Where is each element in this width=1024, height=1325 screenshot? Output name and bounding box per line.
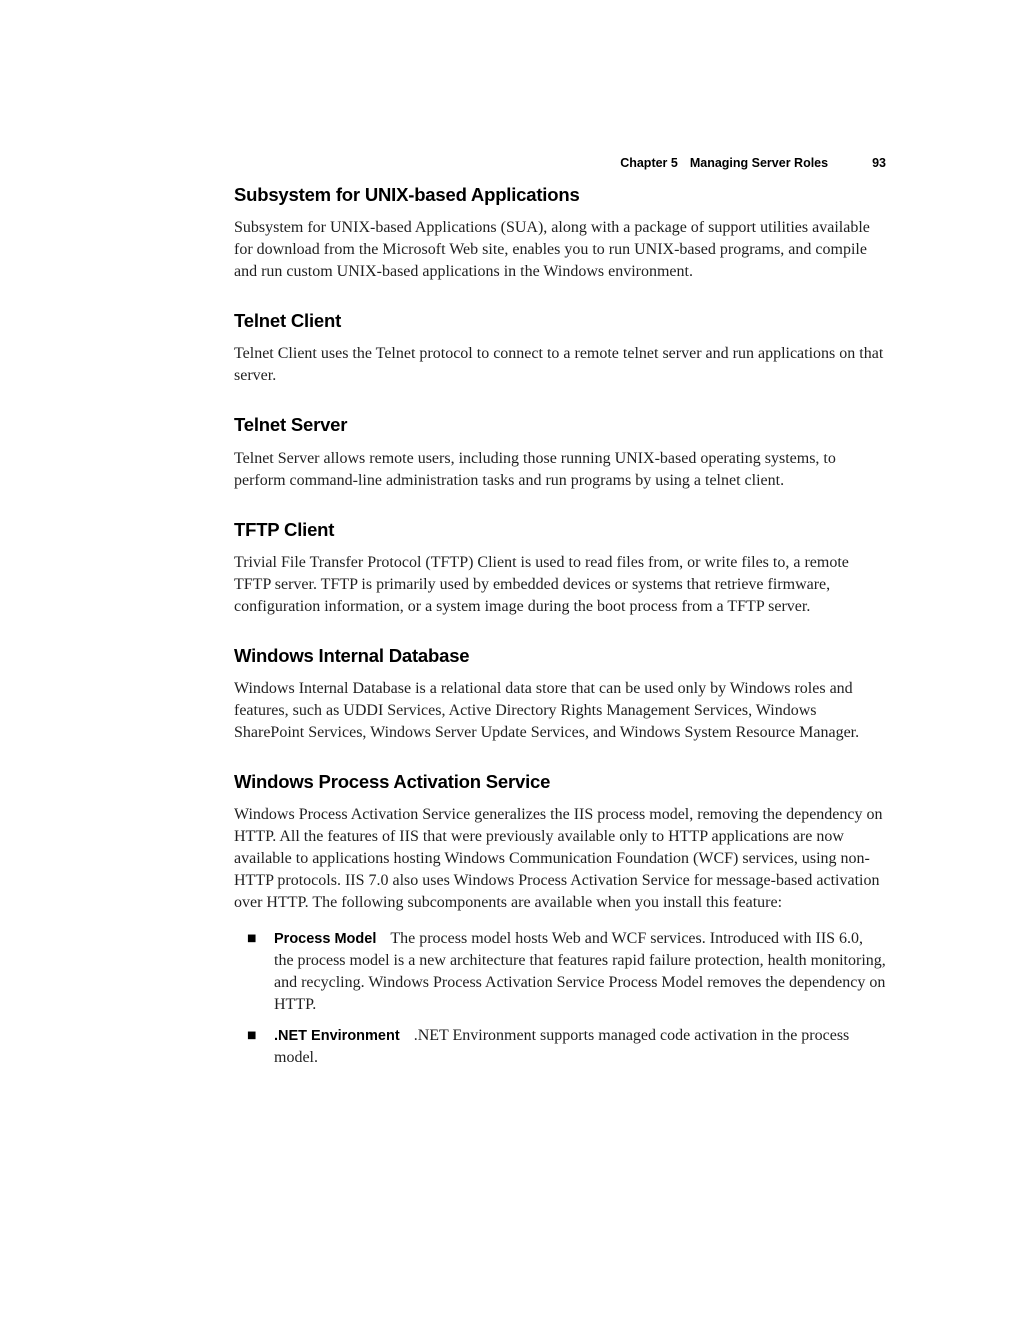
list-item-label: .NET Environment [274, 1028, 400, 1045]
list-item-label: Process Model [274, 931, 377, 948]
section-paragraph: Trivial File Transfer Protocol (TFTP) Client is used to read files from, or write files to, a remote TFTP server. TFTP is primarily used by embedded devices or systems that retrieve firmware, configuration information, or a system image during the boot process from a TFTP server. [234, 553, 849, 615]
section-title: Subsystem for UNIX-based Applications [234, 184, 580, 205]
running-header [234, 156, 886, 170]
section-tftp-client [234, 519, 886, 618]
section-paragraph: Telnet Server allows remote users, including those running UNIX-based operating systems, to perform command-line administration tasks and run programs by using a telnet client. [234, 449, 836, 489]
list-item-process-model [234, 928, 886, 1016]
page-number: 93 [872, 156, 886, 170]
section-subsystem-unix [234, 184, 886, 283]
list-item-text: .NET Environment supports managed code activation in the process model. [274, 1027, 850, 1067]
list-item-body [274, 1025, 886, 1069]
running-header-chapter: Chapter 5 [620, 156, 678, 170]
subcomponent-list [234, 928, 886, 1069]
section-paragraph: Windows Internal Database is a relational data store that can be used only by Windows roles and features, such as UDDI Services, Active Directory Rights Management Services, Windows SharePoint Services, Windows Server Update Services, and Windows System Resource Manager. [234, 679, 860, 741]
section-title: Telnet Server [234, 414, 348, 436]
section-title: TFTP Client [234, 518, 335, 540]
section-windows-internal-database [234, 645, 886, 744]
list-item-text: The process model hosts Web and WCF services. Introduced with IIS 6.0, the process model is a new architecture that features rapid failure protection, health monitoring, and recycling. Windows Process Activation Service Process Model removes the dependency on HTTP. [274, 930, 886, 1014]
bullet-square-icon: ■ [247, 1030, 257, 1042]
list-item-net-environment [234, 1025, 886, 1069]
section-windows-process-activation [234, 771, 886, 1069]
section-telnet-client [234, 310, 886, 387]
page-content [234, 156, 886, 1078]
section-paragraph: Telnet Client uses the Telnet protocol to connect to a remote telnet server and run applications on that server. [234, 345, 884, 385]
section-title: Windows Process Activation Service [234, 770, 551, 792]
section-paragraph: Windows Process Activation Service generalizes the IIS process model, removing the dependency on HTTP. All the features of IIS that were previously available only to HTTP applications are now available to applications hosting Windows Communication Foundation (WCF) services, using non-HTTP protocols. IIS 7.0 also uses Windows Process Activation Service for message-based activation over HTTP. The following subcomponents are available when you install this feature: [234, 806, 883, 912]
section-paragraph: Subsystem for UNIX-based Applications (SUA), along with a package of support utilities available for download from the Microsoft Web site, enables you to run UNIX-based programs, and compile and run custom UNIX-based applications in the Windows environment. [234, 219, 870, 281]
bullet-square-icon: ■ [247, 933, 257, 945]
section-telnet-server [234, 414, 886, 491]
section-title: Telnet Client [234, 310, 342, 332]
running-header-title: Managing Server Roles [689, 156, 829, 170]
list-item-body [274, 928, 886, 1016]
section-title: Windows Internal Database [234, 644, 470, 666]
